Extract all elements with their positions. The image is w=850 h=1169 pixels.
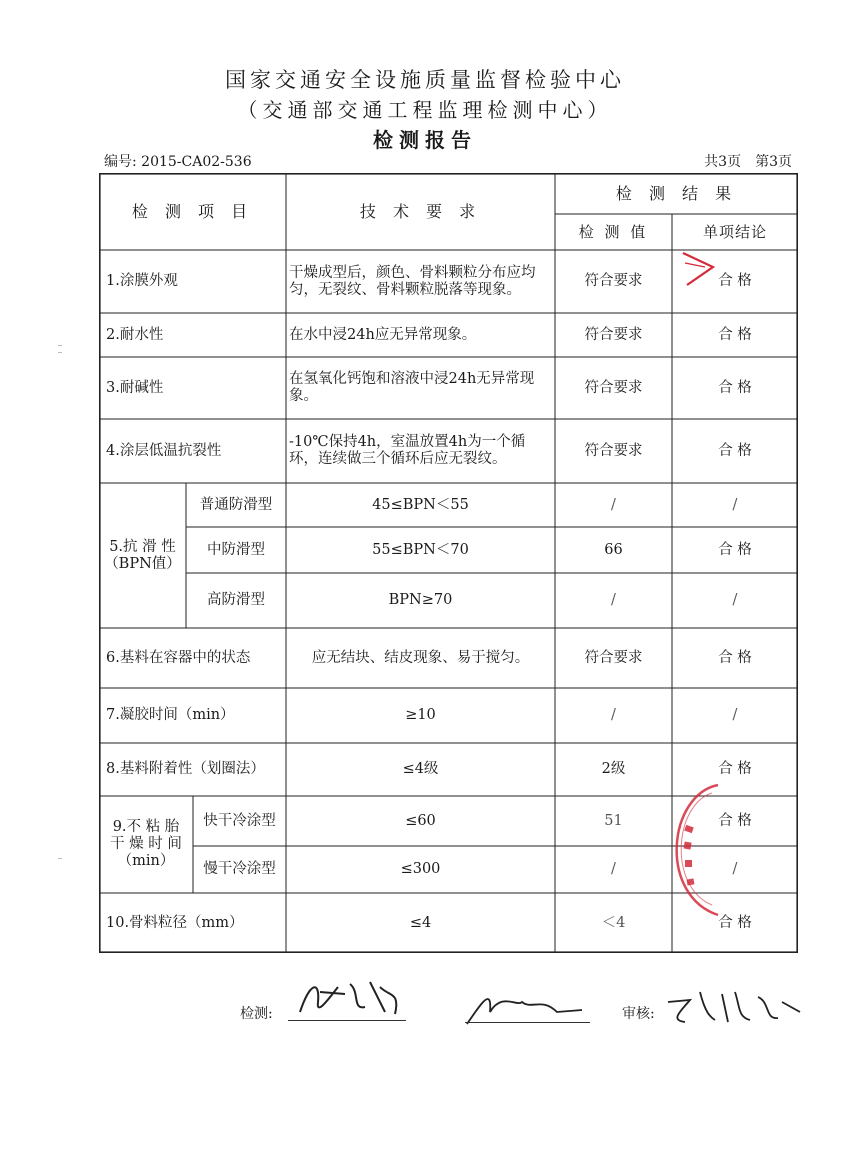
report-number: 编号: 2015-CA02-536 bbox=[104, 154, 252, 170]
row6-item: 6.基料在容器中的状态 bbox=[106, 649, 251, 666]
second-signature bbox=[462, 982, 592, 1032]
row7-requirement: ≥10 bbox=[405, 707, 436, 723]
row10-requirement: ≤4 bbox=[409, 914, 432, 931]
row8-requirement: ≤4级 bbox=[402, 761, 439, 777]
red-seal-stamp bbox=[648, 775, 728, 925]
scan-mark bbox=[58, 352, 62, 353]
row6-value: 符合要求 bbox=[584, 649, 643, 666]
row4-value: 符合要求 bbox=[584, 442, 643, 459]
row9a-type: 快干冷涂型 bbox=[203, 812, 276, 829]
row2-value: 符合要求 bbox=[584, 326, 643, 343]
row1-conclusion: 合 格 bbox=[718, 273, 752, 289]
row5b-conclusion: 合 格 bbox=[718, 541, 752, 558]
header-value: 检 测 值 bbox=[578, 222, 649, 241]
row4-conclusion: 合 格 bbox=[718, 442, 752, 459]
row5c-requirement: BPN≥70 bbox=[388, 592, 453, 608]
tester-signature bbox=[290, 972, 420, 1027]
header-requirement: 技 术 要 求 bbox=[359, 202, 482, 221]
scan-mark bbox=[58, 858, 62, 859]
org-name-line2: （交通部交通工程监理检测中心） bbox=[237, 98, 613, 122]
red-check-mark bbox=[675, 247, 725, 291]
report-title: 检测报告 bbox=[373, 128, 477, 152]
second-signature-line bbox=[465, 1022, 590, 1023]
row8-value: 2级 bbox=[601, 761, 626, 777]
row9a-requirement: ≤60 bbox=[405, 812, 436, 829]
row5c-conclusion: / bbox=[732, 592, 738, 608]
row5a-requirement: 45≤BPN＜55 bbox=[372, 496, 469, 513]
tester-label: 检测: bbox=[240, 1006, 273, 1022]
row7-item: 7.凝胶时间（min） bbox=[106, 707, 235, 723]
page-info: 共3页 第3页 bbox=[704, 154, 792, 170]
row8-item: 8.基料附着性（划圈法） bbox=[106, 761, 265, 777]
row5c-type: 高防滑型 bbox=[207, 592, 265, 608]
row4-item: 4.涂层低温抗裂性 bbox=[106, 442, 222, 459]
header-item: 检 测 项 目 bbox=[131, 202, 254, 221]
scan-mark bbox=[58, 345, 62, 346]
reviewer-signature bbox=[660, 982, 810, 1032]
row3-requirement: 在氢氧化钙饱和溶液中浸24h无异常现象。 bbox=[289, 371, 535, 404]
row5-item: 5.抗 滑 性 （BPN值） bbox=[104, 538, 181, 572]
row5b-requirement: 55≤BPN＜70 bbox=[372, 541, 469, 558]
row5a-value: / bbox=[611, 496, 616, 513]
header-conclusion: 单项结论 bbox=[702, 222, 767, 241]
row2-item: 2.耐水性 bbox=[106, 326, 164, 343]
row5b-type: 中防滑型 bbox=[207, 541, 265, 558]
row9b-value: / bbox=[611, 861, 616, 877]
row1-value: 符合要求 bbox=[584, 273, 643, 289]
row9b-requirement: ≤300 bbox=[400, 861, 441, 877]
row4-requirement: -10℃保持4h，室温放置4h为一个循环，连续做三个循环后应无裂纹。 bbox=[289, 434, 526, 467]
row10-value: ＜4 bbox=[601, 914, 626, 931]
row1-requirement: 干燥成型后，颜色、骨料颗粒分布应均匀，无裂纹、骨料颗粒脱落等现象。 bbox=[289, 264, 536, 298]
row6-conclusion: 合 格 bbox=[718, 649, 752, 666]
row2-requirement: 在水中浸24h应无异常现象。 bbox=[289, 326, 477, 343]
row10-item: 10.骨料粒径（mm） bbox=[106, 914, 244, 931]
row5a-conclusion: / bbox=[732, 496, 738, 513]
row9b-type: 慢干冷涂型 bbox=[203, 861, 276, 877]
row2-conclusion: 合 格 bbox=[718, 326, 752, 343]
row9a-conclusion: 合 格 bbox=[718, 812, 752, 829]
row3-item: 3.耐碱性 bbox=[106, 379, 164, 396]
row3-conclusion: 合 格 bbox=[718, 379, 752, 396]
row5a-type: 普通防滑型 bbox=[199, 496, 273, 513]
row10-conclusion: 合 格 bbox=[718, 914, 752, 931]
row7-conclusion: / bbox=[732, 707, 738, 723]
tester-signature-line bbox=[288, 1020, 406, 1021]
row9a-value: 51 bbox=[604, 812, 623, 829]
reviewer-label: 审核: bbox=[622, 1006, 655, 1022]
row7-value: / bbox=[611, 707, 616, 723]
row1-item: 1.涂膜外观 bbox=[106, 273, 178, 289]
org-name-line1: 国家交通安全设施质量监督检验中心 bbox=[225, 68, 625, 92]
row3-value: 符合要求 bbox=[584, 379, 643, 396]
row9b-conclusion: / bbox=[732, 861, 738, 877]
row6-requirement: 应无结块、结皮现象、易于搅匀。 bbox=[311, 649, 530, 666]
row9-item: 9.不 粘 胎 干 燥 时 间 （min） bbox=[110, 819, 182, 869]
header-result: 检 测 结 果 bbox=[615, 184, 738, 203]
row5c-value: / bbox=[611, 592, 616, 608]
row8-conclusion: 合 格 bbox=[718, 761, 752, 777]
row5b-value: 66 bbox=[604, 541, 623, 558]
